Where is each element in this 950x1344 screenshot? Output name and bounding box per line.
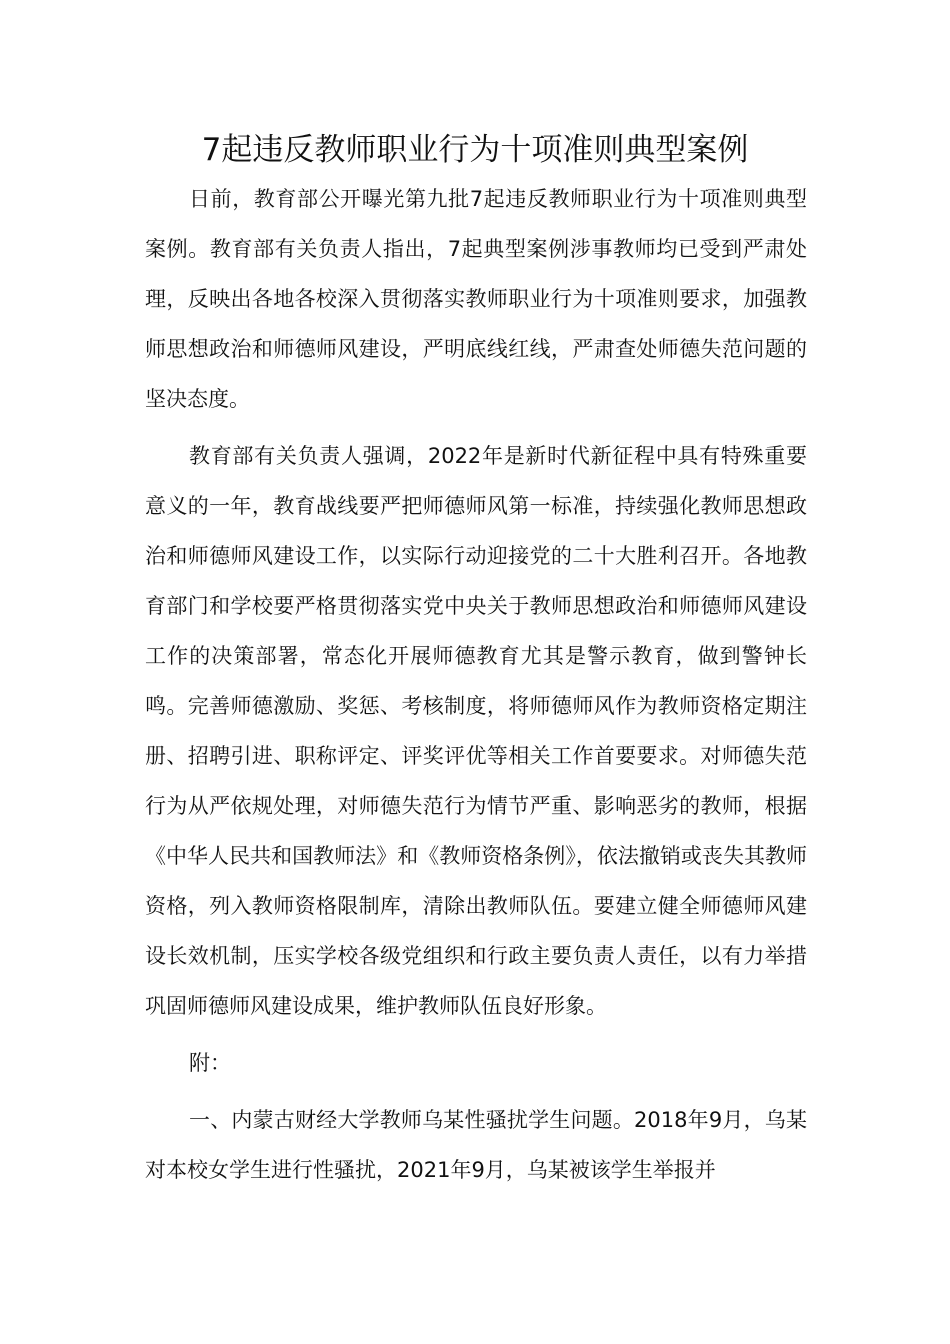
paragraph-appendix-label: 附： [189,1051,231,1075]
paragraph-emphasis: 教育部有关负责人强调，2022年是新时代新征程中具有特殊重要意义的一年，教育战线要严把师德师风第一标准，持续强化教师思想政治和师德师风建设工作，以实际行动迎接党的二十大胜利召开。各地教育部门和学校要严格贯彻落实党中央关于教师思想政治和师德师风建设工作的决策部署，常态化开展师德教育尤其是警示教育，做到警钟长鸣。完善师德激励、奖惩、考核制度，将师德师风作为教师资格定期注册、招聘引进、职称评定、评奖评优等相关工作首要要求。对师德失范行为从严依规处理，对师德失范行为情节严重、影响恶劣的教师，根据《中华人民共和国教师法》和《教师资格条例》，依法撤销或丧失其教师资格，列入教师资格限制库，清除出教师队伍。要建立健全师德师风建设长效机制，压实学校各级党组织和行政主要负责人责任，以有力举措巩固师德师风建设成果，维护教师队伍良好形象。 [145,444,807,1018]
paragraph-case-1: 一、内蒙古财经大学教师乌某性骚扰学生问题。2018年9月，乌某对本校女学生进行性骚扰，2021年9月，乌某被该学生举报并 [145,1108,807,1182]
paragraph-intro: 日前，教育部公开曝光第九批7起违反教师职业行为十项准则典型案例。教育部有关负责人指出，7起典型案例涉事教师均已受到严肃处理，反映出各地各校深入贯彻落实教师职业行为十项准则要求，加强教师思想政治和师德师风建设，严明底线红线，严肃查处师德失范问题的坚决态度。 [145,187,807,411]
document-title: 7起违反教师职业行为十项准则典型案例 [201,132,749,168]
document-body [145,174,807,1195]
